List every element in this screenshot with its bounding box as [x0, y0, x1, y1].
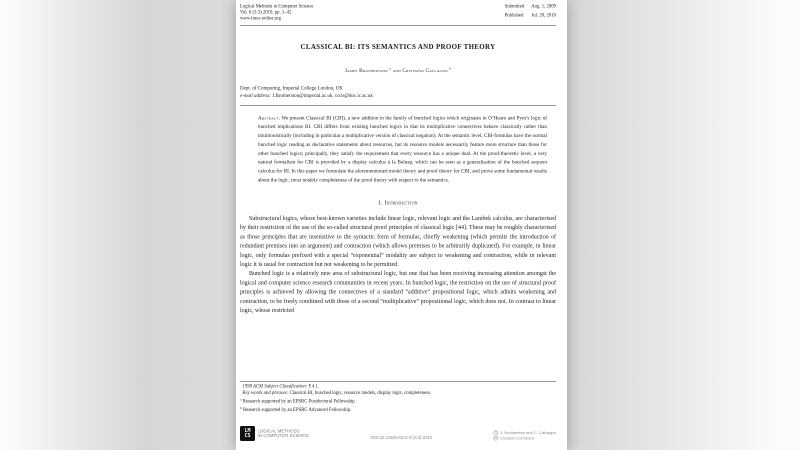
acm-label: 1998 ACM Subject Classification: [242, 384, 308, 389]
copyright-block [494, 430, 556, 441]
submission-dates [505, 4, 556, 22]
creative-commons-text: Creative Commons [500, 436, 535, 441]
abstract [258, 114, 547, 185]
copyright-icon: © [494, 431, 498, 434]
acm-value: F.4.1. [308, 384, 320, 389]
author-1-footnote-mark: a [389, 66, 392, 71]
lmcs-logo-icon [240, 426, 255, 441]
footnote-a-mark: a [240, 397, 242, 402]
title-divider [240, 105, 556, 106]
lmcs-logo-text [258, 429, 310, 439]
published-date: Jul. 20, 2010 [531, 13, 556, 18]
lmcs-logo-line2: IN COMPUTER SCIENCE [257, 433, 310, 438]
paper-page [236, 0, 567, 450]
footnote-a-text: Research supported by an EPSRC Postdoctoral Fellowship. [242, 399, 356, 405]
creative-commons-icon: cc [494, 436, 498, 440]
section-heading-introduction: 1. Introduction [378, 199, 418, 206]
footnote-b-mark: b [240, 406, 242, 411]
intro-paragraph-1: Substructural logics, whose best-known varieties include linear logic, relevant logic and the Lambek calculus, are characterised by their restriction of the use of the so-called structural proof principles of classical logic [44]. These may be roughly characterised as those principles that are insensitive to the syntactic form of formulas, chiefly weakening (which permits the introduction of redundant premises into an argument) and contraction (which allows premises to be arbitrarily duplicated). For example, in linear logic, only formulas prefixed with a special “exponential” modality are subject to weakening and contraction, while in relevant logic it is usual for contraction but not weakening to be permitted. [240, 214, 556, 268]
email-label: e-mail address: [240, 92, 272, 99]
lmcs-logo-bottom: CS [244, 433, 251, 439]
footnote-b-text: Research supported by an EPSRC Advanced Fellowship. [242, 407, 352, 413]
submitted-date: Aug. 1, 2009 [531, 4, 556, 9]
lmcs-logo-block [240, 426, 309, 441]
paper-content [240, 0, 556, 315]
footnotes [240, 384, 556, 414]
lmcs-logo-top: LM [244, 428, 251, 434]
lmcs-logo-line1: LOGICAL METHODS [257, 428, 300, 434]
journal-info [240, 4, 313, 22]
journal-header [240, 0, 556, 22]
footnote-b [240, 405, 556, 414]
paper-title: CLASSICAL BI: ITS SEMANTICS AND PROOF THEORY [300, 43, 496, 51]
affiliation-block [240, 84, 556, 99]
affiliation: Dept. of Computing, Imperial College London, UK [240, 85, 343, 91]
journal-url-link[interactable]: www.lmcs-online.org [240, 16, 282, 21]
page-footer [240, 426, 556, 441]
author-2: Cristiano Calcagno [402, 67, 448, 74]
doi-text[interactable]: DOI:10.2168/LMCS-6 (3:3) 2010 [370, 435, 433, 440]
footnote-a [240, 397, 556, 406]
author-1: James Brotherston [344, 67, 388, 74]
published-label: Published [504, 13, 524, 18]
copyright-text: J. Brotherston and C. Calcagno [500, 430, 556, 435]
creative-commons-row [494, 436, 556, 442]
intro-paragraph-2: Bunched logic is a relatively new area of substructural logic, but one that has been receiving increasing attention amongst the logical and computer science research communities in recent years. In bunched logic, the restriction on the use of structural proof principles is achieved by allowing the connectives of a standard “additive” propositional logic, which admits weakening and contraction, to be freely combined with those of a second “multiplicative” propositional logic, which does not. In contrast to linear logic, whose restricted [240, 269, 556, 314]
abstract-label: Abstract. [258, 115, 281, 121]
submitted-label: Submitted [504, 4, 525, 9]
header-divider [240, 25, 556, 26]
author-2-footnote-mark: b [449, 66, 452, 71]
journal-volume: Vol. 6 (3:3) 2010, pp. 1–42 [240, 10, 292, 15]
footnote-divider [240, 381, 556, 382]
journal-name: Logical Methods in Computer Science [240, 4, 314, 9]
author-conjunction: and [391, 67, 403, 74]
email-links[interactable]: J.Brotherston@imperial.ac.uk, ccris@doc.ic.ac.uk [272, 92, 373, 99]
abstract-text: We present Classical BI (CBI), a new addition to the family of bunched logics which originates in O’Hearn and Pym’s logic of bunched implications BI. CBI differs from existing bunched logics in that its multiplicative connectives behave classically rather than intuitionistically (including in particular a multiplicative version of classical negation). At the semantic level, CBI-formulas have the normal bunched logic reading as declarative statements about resources, but its resource models necessarily feature more structure than those for other bunched logics; principally, they satisfy the requirement that every resource has a unique dual. At the proof-theoretic level, a very natural formalism for CBI is provided by a display calculus à la Belnap, which can be seen as a generalisation of the bunched sequent calculus for BI. In this paper we formulate the aforementioned model theory and proof theory for CBI, and prove some fundamental results about the logic, most notably completeness of the proof theory with respect to the semantics. [258, 115, 548, 184]
keywords-label: Key words and phrases: [242, 390, 289, 396]
footnote-block [240, 381, 556, 414]
author-line [240, 67, 556, 74]
keywords-value: Classical BI, bunched logic, resource models, display logic, completeness. [289, 390, 431, 396]
